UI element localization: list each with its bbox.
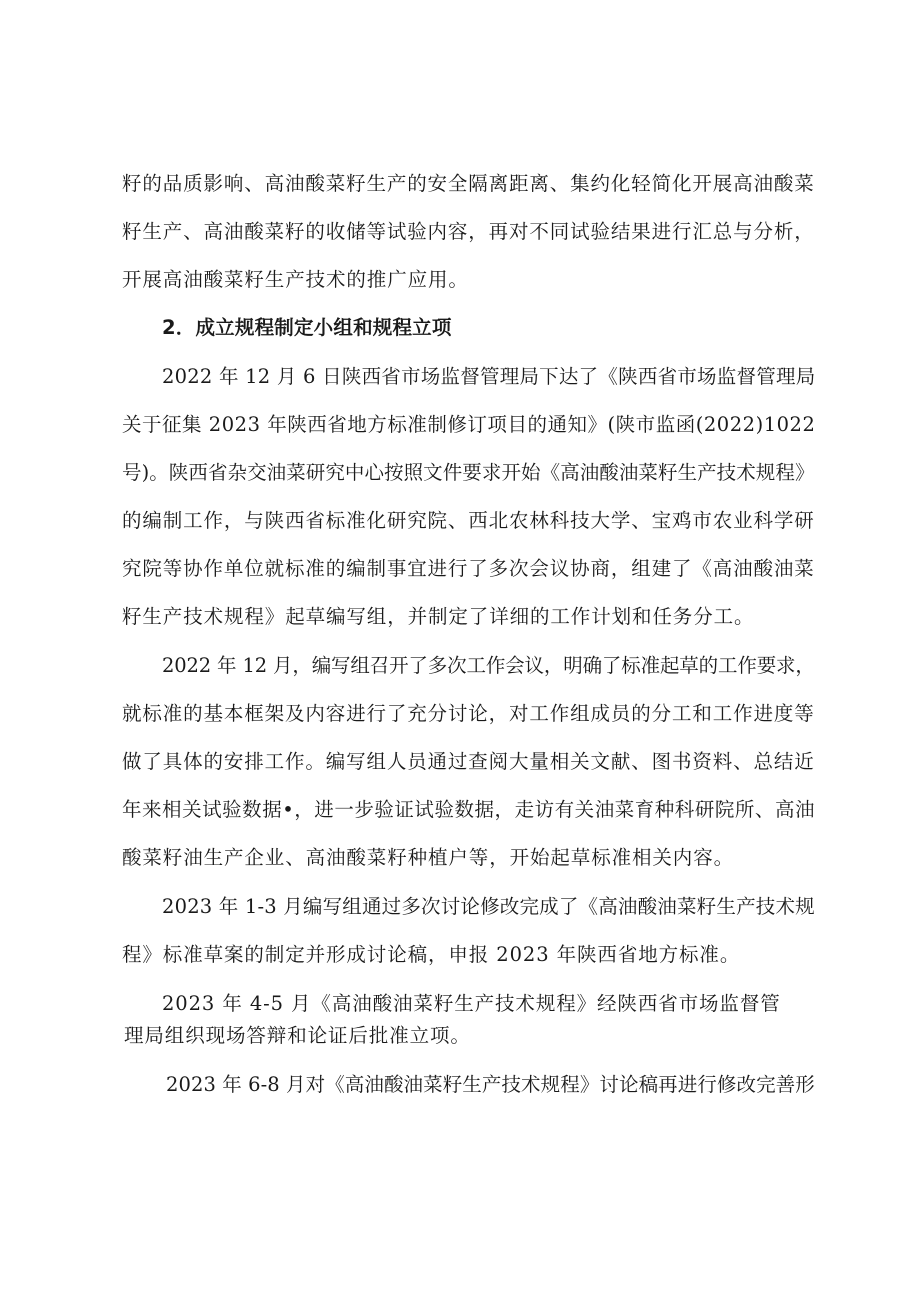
paragraph-2-line-1: 2022 年 12 月 6 日陕西省市场监督管理局下达了《陕西省市场监督管理局 [162,365,816,388]
paragraph-3-line-2: 就标准的基本框架及内容进行了充分讨论，对工作组成员的分工和工作进度等 [122,702,815,725]
paragraph-2-line-6: 籽生产技术规程》起草编写组，并制定了详细的工作计划和任务分工。 [122,605,755,628]
paragraph-3-line-3: 做了具体的安排工作。编写组人员通过查阅大量相关文献、图书资料、总结近 [122,750,815,773]
paragraph-3-line-5: 酸菜籽油生产企业、高油酸菜籽种植户等，开始起草标准相关内容。 [122,846,735,869]
paragraph-1-line-1: 籽的品质影响、高油酸菜籽生产的安全隔离距离、集约化轻简化开展高油酸菜 [122,172,815,195]
paragraph-2-line-5: 究院等协作单位就标准的编制事宜进行了多次会议协商，组建了《高油酸油菜 [122,557,815,580]
paragraph-4-line-2: 程》标准草案的制定并形成讨论稿，申报 2023 年陕西省地方标准。 [122,943,741,966]
section-heading: 2．成立规程制定小组和规程立项 [162,316,452,339]
paragraph-2-line-2: 关于征集 2023 年陕西省地方标准制修订项目的通知》(陕市监函(2022)1022 [122,413,816,436]
paragraph-5-line-2: 理局组织现场答辩和论证后批准立项。 [124,1024,471,1047]
paragraph-3-line-4: 年来相关试验数据•，进一步验证试验数据，走访有关油菜育种科研院所、高油 [122,798,816,821]
paragraph-5-line-1: 2023 年 4-5 月《高油酸油菜籽生产技术规程》经陕西省市场监督管 [162,992,781,1015]
paragraph-1-line-2: 籽生产、高油酸菜籽的收储等试验内容，再对不同试验结果进行汇总与分析， [122,220,815,243]
paragraph-4-line-1: 2023 年 1-3 月编写组通过多次讨论修改完成了《高油酸油菜籽生产技术规 [162,895,815,918]
paragraph-2-line-3: 号)。陕西省杂交油菜研究中心按照文件要求开始《高油酸油菜籽生产技术规程》 [122,461,815,484]
paragraph-3-line-1: 2022 年 12 月，编写组召开了多次工作会议，明确了标准起草的工作要求， [162,654,815,677]
paragraph-1-line-3: 开展高油酸菜籽生产技术的推广应用。 [122,268,469,291]
paragraph-6-line-1: 2023 年 6-8 月对《高油酸油菜籽生产技术规程》讨论稿再进行修改完善形 [166,1073,815,1096]
paragraph-2-line-4: 的编制工作，与陕西省标准化研究院、西北农林科技大学、宝鸡市农业科学研 [122,509,815,532]
